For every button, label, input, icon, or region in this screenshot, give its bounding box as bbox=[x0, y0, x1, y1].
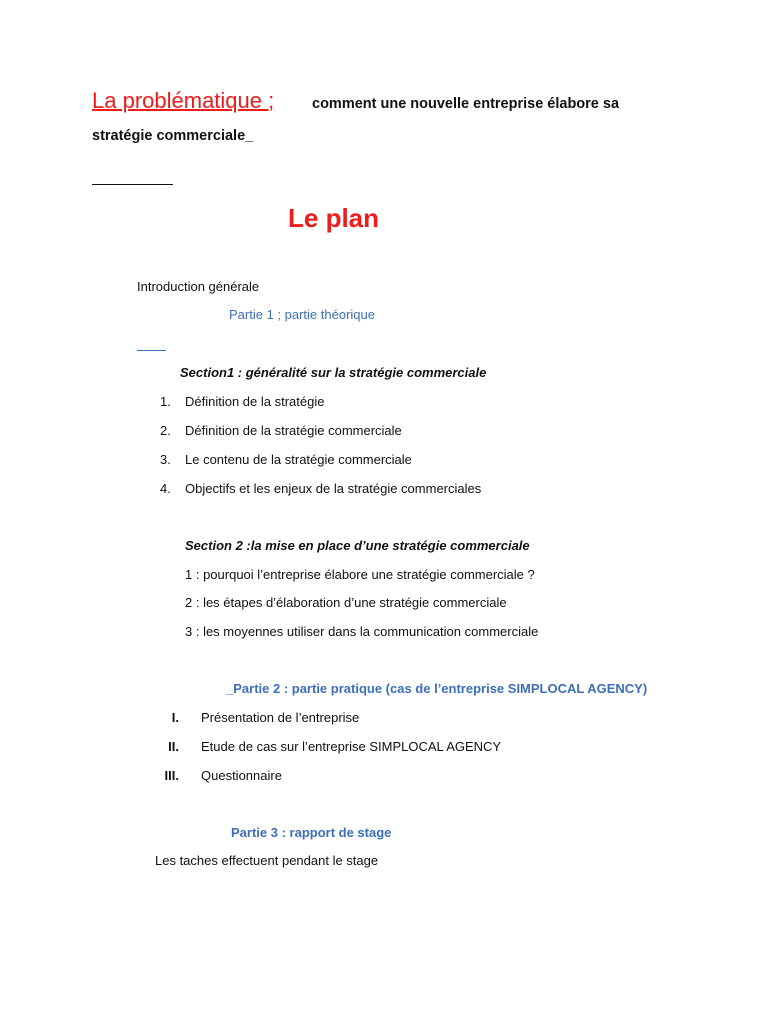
section1-heading: Section1 : généralité sur la stratégie commerciale bbox=[180, 365, 487, 380]
section1-item-3-text: Le contenu de la stratégie commerciale bbox=[185, 452, 412, 467]
partie2-item-2-number: II. bbox=[168, 739, 179, 754]
problematique-text-line2: stratégie commerciale_ bbox=[92, 128, 254, 144]
partie2-item-3-text: Questionnaire bbox=[201, 768, 282, 783]
partie2-item-1-number: I. bbox=[171, 710, 179, 725]
partie3-text: Les taches effectuent pendant le stage bbox=[155, 853, 379, 868]
section1-item-2-text: Définition de la stratégie commerciale bbox=[185, 423, 402, 438]
partie2-item-3-number: III. bbox=[164, 768, 179, 783]
section1-item-1-text: Définition de la stratégie bbox=[185, 394, 325, 409]
partie2-item-2-text: Etude de cas sur l’entreprise SIMPLOCAL AGENCY bbox=[201, 739, 502, 754]
problematique-text-line1: comment une nouvelle entreprise élabore sa bbox=[312, 96, 620, 112]
section2-item-1: 1 : pourquoi l’entreprise élabore une stratégie commerciale ? bbox=[185, 567, 535, 582]
partie2-item-1-text: Présentation de l’entreprise bbox=[201, 710, 360, 725]
partie3-heading: Partie 3 : rapport de stage bbox=[231, 825, 392, 840]
section1-item-4-text: Objectifs et les enjeux de la stratégie commerciales bbox=[185, 481, 482, 496]
section1-item-1-number: 1. bbox=[160, 394, 171, 409]
plan-title: Le plan bbox=[288, 203, 380, 233]
section2-item-2: 2 : les étapes d’élaboration d’une stratégie commerciale bbox=[185, 595, 507, 610]
section1-item-2-number: 2. bbox=[160, 423, 171, 438]
section1-item-3-number: 3. bbox=[160, 452, 171, 467]
partie1-heading: Partie 1 ; partie théorique bbox=[229, 307, 375, 322]
section2-heading: Section 2 :la mise en place d’une stratégie commerciale bbox=[185, 538, 530, 553]
section1-item-4-number: 4. bbox=[160, 481, 171, 496]
section2-item-3: 3 : les moyennes utiliser dans la communication commerciale bbox=[185, 624, 539, 639]
introduction-heading: Introduction générale bbox=[137, 279, 260, 294]
partie2-heading: _Partie 2 : partie pratique (cas de l’entreprise SIMPLOCAL AGENCY) bbox=[226, 681, 648, 696]
black-underline-rule bbox=[92, 184, 173, 185]
problematique-label: La problématique ; bbox=[92, 88, 275, 113]
blue-rule bbox=[137, 350, 166, 351]
